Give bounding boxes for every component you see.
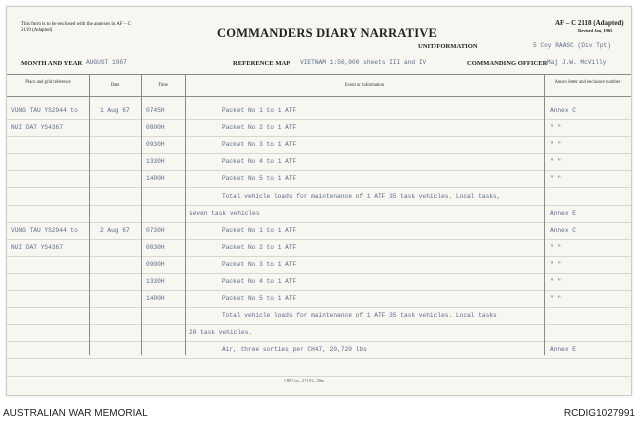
row-place: VUNG TAU YS2944 to	[11, 226, 78, 234]
row-time: 1330H	[146, 278, 165, 285]
row-event: Packet No 1 to 1 ATF	[222, 107, 297, 114]
row-annex: " "	[550, 278, 562, 285]
col-place: Place and grid reference	[25, 80, 71, 85]
row-event: seven task vehicles	[189, 209, 260, 217]
row-annex: Annex E	[550, 346, 576, 354]
diary-table	[7, 74, 631, 355]
catalog-number: RCDIG1027991	[563, 408, 635, 419]
revised-date: Revised Jan, 1965	[578, 28, 613, 33]
row-event: Packet No 2 to 1 ATF	[222, 243, 297, 251]
reference-map-label: REFERENCE MAP	[233, 60, 291, 67]
row-event: Packet No 4 to 1 ATF	[222, 158, 297, 166]
col-event: Event or information	[344, 83, 385, 88]
row-time: 0830H	[146, 243, 165, 251]
row-annex: " "	[550, 295, 562, 303]
row-event: Packet No 4 to 1 ATF	[222, 278, 297, 285]
row-annex: Annex E	[550, 209, 576, 217]
row-event: Packet No 3 to 1 ATF	[222, 260, 297, 268]
diary-sheet	[6, 6, 632, 396]
row-event: Packet No 3 to 1 ATF	[222, 141, 297, 149]
form-code: AF – C 2118 (Adapted)	[555, 19, 624, 27]
row-annex: Annex C	[550, 226, 576, 234]
row-event: Packet No 1 to 1 ATF	[222, 226, 297, 234]
unit-value: 5 Coy RAASC (Div Tpt)	[533, 42, 611, 49]
row-time: 0900H	[146, 260, 165, 268]
form-enclosure-note: This form is to be enclosed with the annexes in AF – C 2119 (Adapted)	[21, 22, 131, 33]
row-time: 0800H	[146, 124, 165, 132]
row-time: 0930H	[146, 141, 165, 149]
row-event: Packet No 5 to 1 ATF	[222, 295, 297, 303]
row-date: 1 Aug 67	[100, 107, 130, 114]
row-time: 1330H	[146, 158, 165, 166]
row-annex: " "	[550, 175, 562, 183]
reference-map-value: VIETNAM 1:50,000 sheets III and IV	[300, 59, 427, 66]
row-annex: Annex C	[550, 107, 576, 114]
commanding-officer-label: COMMANDING OFFICER	[467, 60, 548, 67]
col-time: Time	[158, 83, 168, 88]
row-time: 1400H	[146, 175, 165, 183]
row-date: 2 Aug 67	[100, 226, 130, 234]
row-place: VUNG TAU YS2944 to	[11, 107, 78, 114]
row-annex: " "	[550, 141, 562, 149]
row-event: Packet No 5 to 1 ATF	[222, 175, 297, 183]
row-annex: " "	[550, 124, 562, 132]
row-annex: " "	[550, 243, 562, 251]
row-time: 0745H	[146, 107, 165, 114]
col-date: Date	[110, 83, 120, 88]
row-annex: " "	[550, 158, 562, 166]
row-event: Total vehicle loads for maintenance of 1 ATF 35 task vehicles. Local tasks,	[222, 192, 501, 200]
row-event: Packet No 2 to 1 ATF	[222, 124, 297, 132]
print-footer: 1 RP Coy—571-91—50m	[284, 379, 324, 383]
commanding-officer-value: Maj J.W. McVilly	[547, 59, 607, 66]
row-time: 0730H	[146, 226, 165, 234]
unit-label: UNIT/FORMATION	[418, 43, 478, 50]
row-place: NUI DAT YS4367	[11, 124, 63, 132]
month-year-value: AUGUST 1967	[86, 59, 127, 66]
row-place: NUI DAT YS4367	[11, 243, 63, 251]
row-annex: " "	[550, 260, 562, 268]
row-event: Air, three sorties per CH47, 20,720 lbs	[222, 346, 367, 354]
row-time: 1400H	[146, 295, 165, 303]
row-event: 20 task vehicles.	[189, 329, 253, 337]
month-year-label: MONTH AND YEAR	[21, 60, 83, 67]
row-event: Total vehicle loads for maintenance of 1 ATF 35 task vehicles. Local tasks	[222, 312, 497, 320]
page-title: COMMANDERS DIARY NARRATIVE	[217, 26, 438, 40]
col-annex: Annex letter and enclosure number	[554, 80, 621, 85]
institution-label: AUSTRALIAN WAR MEMORIAL	[3, 408, 148, 419]
